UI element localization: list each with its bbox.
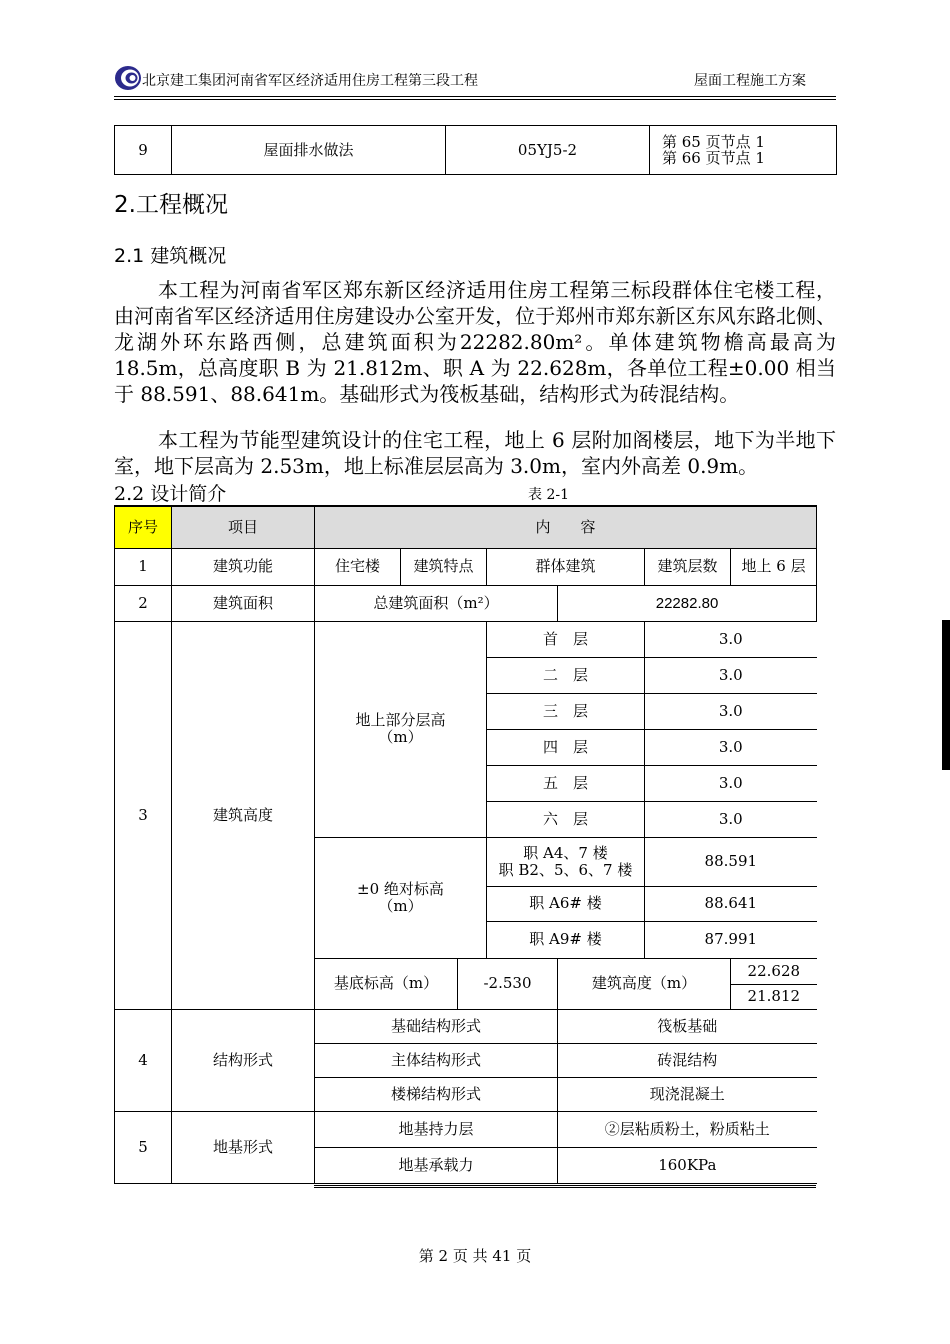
foundation-label: 地基持力层 — [315, 1111, 558, 1147]
building-group: 职 A6# 楼 — [487, 886, 645, 921]
row-name: 屋面排水做法 — [172, 126, 446, 175]
foundation-value: 160KPa — [558, 1147, 817, 1183]
header-content: 内 容 — [315, 506, 817, 548]
table-bottom-rule — [314, 1185, 816, 1188]
reference-line-1: 第 65 页节点 1 — [662, 133, 765, 151]
row-item: 建筑面积 — [172, 585, 315, 621]
foundation-label: 地基承载力 — [315, 1147, 558, 1183]
row-number: 9 — [115, 126, 172, 175]
building-group: 职 A9# 楼 — [487, 921, 645, 958]
header-no: 序号 — [115, 506, 172, 548]
floor-value: 3.0 — [645, 693, 817, 729]
company-logo-icon — [113, 64, 143, 92]
elevation-value: 88.591 — [645, 837, 817, 886]
row-number: 5 — [115, 1111, 172, 1183]
header-item: 项目 — [172, 506, 315, 548]
table-number: 表 2-1 — [528, 487, 569, 503]
base-elevation-value: -2.530 — [458, 958, 558, 1009]
row-number: 1 — [115, 548, 172, 585]
absolute-elevation-label-line1: ±0 绝对标高 — [357, 879, 444, 898]
row-reference — [650, 126, 837, 175]
table-row — [115, 1111, 817, 1147]
table-row — [115, 126, 837, 175]
building-group-line2: 职 B2、5、6、7 楼 — [498, 860, 633, 879]
table-row — [115, 621, 817, 657]
reference-line-2: 第 66 页节点 1 — [662, 149, 765, 167]
building-height-value-1: 22.628 — [731, 958, 817, 984]
table-row — [115, 548, 817, 585]
structure-value: 现浇混凝土 — [558, 1077, 817, 1111]
floor-value: 3.0 — [645, 801, 817, 837]
table-header-row — [115, 506, 817, 548]
floor-height-label-line2: （m） — [378, 728, 423, 746]
header-doc-title: 屋面工程施工方案 — [694, 73, 806, 89]
structure-label: 楼梯结构形式 — [315, 1077, 558, 1111]
table-row — [115, 585, 817, 621]
structure-value: 砖混结构 — [558, 1043, 817, 1077]
row-item: 结构形式 — [172, 1009, 315, 1111]
absolute-elevation-label-line2: （m） — [378, 896, 423, 915]
header-rule-thin — [114, 99, 836, 100]
structure-label: 基础结构形式 — [315, 1009, 558, 1043]
floor-value: 3.0 — [645, 657, 817, 693]
table-row — [115, 1009, 817, 1043]
building-height-value-2: 21.812 — [731, 984, 817, 1009]
floor-value: 3.0 — [645, 765, 817, 801]
foundation-value: ②层粘质粉土，粉质粘土 — [558, 1111, 817, 1147]
area-value: 22282.80 — [558, 585, 817, 621]
subsection-title-1: 2.1 建筑概况 — [114, 245, 227, 267]
page-footer: 第 2 页 共 41 页 — [418, 1247, 532, 1265]
row-number: 4 — [115, 1009, 172, 1111]
area-label: 总建筑面积（m²） — [315, 585, 558, 621]
design-summary-table — [114, 505, 817, 1184]
base-elevation-label: 基底标高（m） — [315, 958, 458, 1009]
row-number: 2 — [115, 585, 172, 621]
floor-name: 首 层 — [487, 621, 645, 657]
section-title: 2.工程概况 — [114, 192, 228, 218]
reference-table — [114, 125, 837, 175]
page-edge-mark — [942, 620, 950, 770]
floor-value: 3.0 — [645, 729, 817, 765]
floor-height-label-line1: 地上部分层高 — [355, 711, 446, 729]
floor-name: 六 层 — [487, 801, 645, 837]
floor-name: 三 层 — [487, 693, 645, 729]
feature-label: 建筑特点 — [401, 548, 487, 585]
structure-value: 筏板基础 — [558, 1009, 817, 1043]
building-height-label: 建筑高度（m） — [558, 958, 731, 1009]
row-item: 建筑功能 — [172, 548, 315, 585]
elevation-value: 87.991 — [645, 921, 817, 958]
elevation-value: 88.641 — [645, 886, 817, 921]
row-code: 05YJ5-2 — [446, 126, 650, 175]
building-group — [487, 837, 645, 886]
paragraph-design: 本工程为节能型建筑设计的住宅工程，地上 6 层附加阁楼层，地下为半地下室，地下层高为 2.53m，地上标准层层高为 3.0m，室内外高差 0.9m。 — [114, 428, 836, 478]
floor-value: 3.0 — [645, 621, 817, 657]
building-function: 住宅楼 — [315, 548, 401, 585]
header-rule — [114, 96, 836, 97]
floors-label: 建筑层数 — [645, 548, 731, 585]
row-item: 地基形式 — [172, 1111, 315, 1183]
absolute-elevation-label — [315, 837, 487, 958]
floor-height-label — [315, 621, 487, 837]
row-item: 建筑高度 — [172, 621, 315, 1009]
building-group-line1: 职 A4、7 楼 — [523, 843, 608, 862]
header-project-name: 北京建工集团河南省军区经济适用住房工程第三段工程 — [142, 73, 478, 89]
feature-value: 群体建筑 — [487, 548, 645, 585]
floors-value: 地上 6 层 — [731, 548, 817, 585]
row-number: 3 — [115, 621, 172, 1009]
structure-label: 主体结构形式 — [315, 1043, 558, 1077]
floor-name: 四 层 — [487, 729, 645, 765]
floor-name: 五 层 — [487, 765, 645, 801]
subsection-title-2: 2.2 设计简介 — [114, 483, 227, 505]
floor-name: 二 层 — [487, 657, 645, 693]
paragraph-overview: 本工程为河南省军区郑东新区经济适用住房工程第三标段群体住宅楼工程，由河南省军区经济适用住房建设办公室开发，位于郑州市郑东新区东风东路北侧、龙湖外环东路西侧，总建筑面积为22282.80m²。单体建筑物檐高最高为 18.5m，总高度职 B 为 21.812m、职 A 为 22.628m，各单位工程±0.00 相当于 88.591、88.641m。基础形式为筏板基础，结构形式为砖混结构。 — [114, 278, 836, 406]
